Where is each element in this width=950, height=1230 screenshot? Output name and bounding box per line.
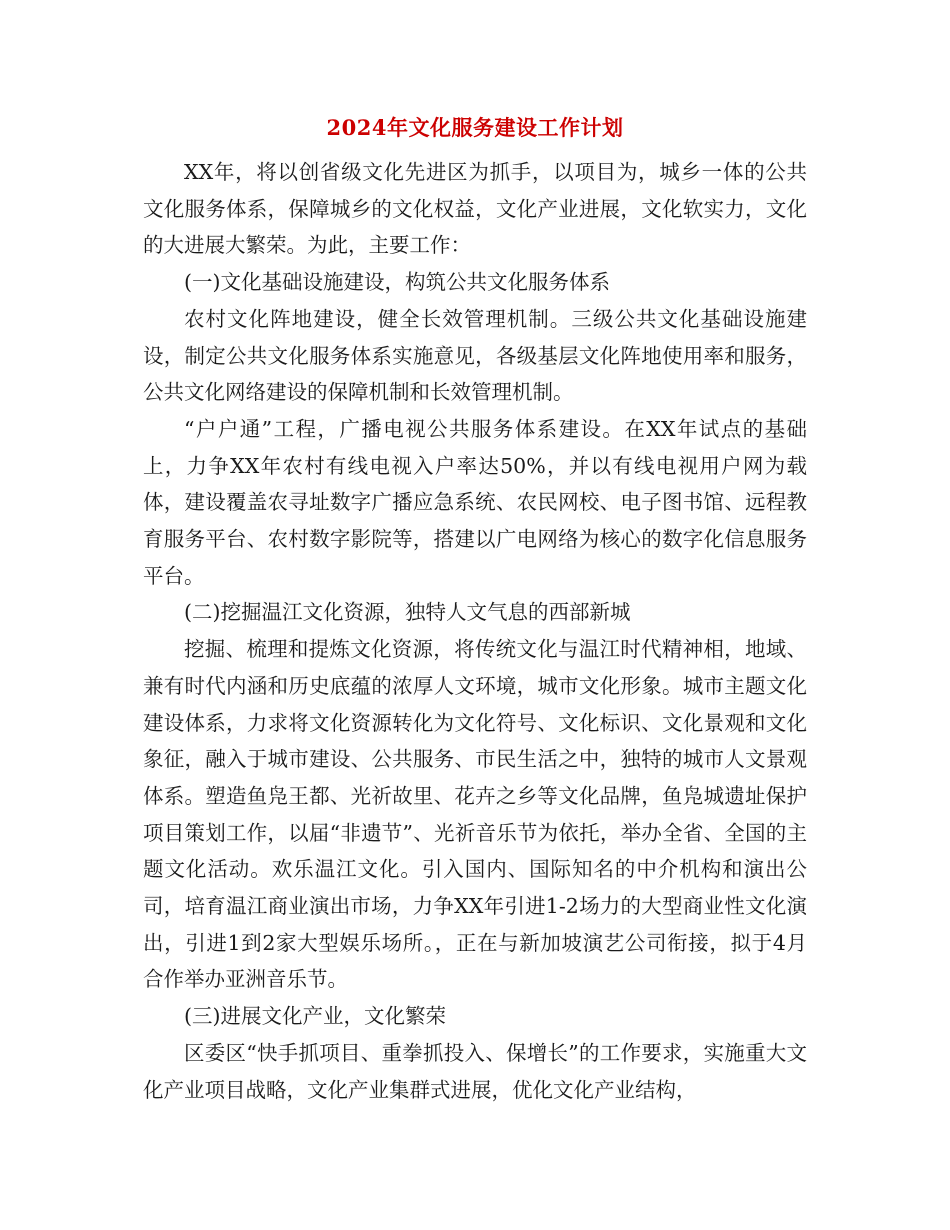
- body-paragraph: 农村文化阵地建设，健全长效管理机制。三级公共文化基础设施建设，制定公共文化服务体系实施意见，各级基层文化阵地使用率和服务，公共文化网络建设的保障机制和长效管理机制。: [143, 306, 807, 405]
- section-heading-2: (二)挖掘温江文化资源，独特人文气息的西部新城: [184, 600, 631, 625]
- body-paragraph: 区委区“快手抓项目、重拳抓投入、保增长”的工作要求，实施重大文化产业项目战略，文化产业集群式进展，优化文化产业结构，: [143, 1040, 807, 1102]
- body-paragraph: “户户通”工程，广播电视公共服务体系建设。在XX年试点的基础上，力争XX年农村有线电视入户率达50%，并以有线电视用户网为载体，建设覆盖农寻址数字广播应急系统、农民网校、电子图书馆、远程教育服务平台、农村数字影院等，搭建以广电网络为核心的数字化信息服务平台。: [143, 416, 807, 588]
- intro-paragraph: XX年，将以创省级文化先进区为抓手，以项目为，城乡一体的公共文化服务体系，保障城乡的文化权益，文化产业进展，文化软实力，文化的大进展大繁荣。为此，主要工作：: [143, 160, 807, 258]
- section-heading-1: (一)文化基础设施建设，构筑公共文化服务体系: [184, 270, 610, 295]
- document-page: [143, 110, 807, 1108]
- body-paragraph: 挖掘、梳理和提炼文化资源，将传统文化与温江时代精神相，地域、兼有时代内涵和历史底蕴的浓厚人文环境，城市文化形象。城市主题文化建设体系，力求将文化资源转化为文化符号、文化标识、文化景观和文化象征，融入于城市建设、公共服务、市民生活之中，独特的城市人文景观体系。塑造鱼凫王都、光祈故里、花卉之乡等文化品牌，鱼凫城遗址保护项目策划工作，以届“非遗节”、光祈音乐节为依托，举办全省、全国的主题文化活动。欢乐温江文化。引入国内、国际知名的中介机构和演出公司，培育温江商业演出市场，力争XX年引进1-2场力的大型商业性文化演出，引进1到2家大型娱乐场所。，正在与新加坡演艺公司衔接，拟于4月合作举办亚洲音乐节。: [143, 637, 807, 992]
- section-heading-3: (三)进展文化产业，文化繁荣: [184, 1004, 446, 1029]
- document-title: 2024年文化服务建设工作计划: [326, 115, 624, 140]
